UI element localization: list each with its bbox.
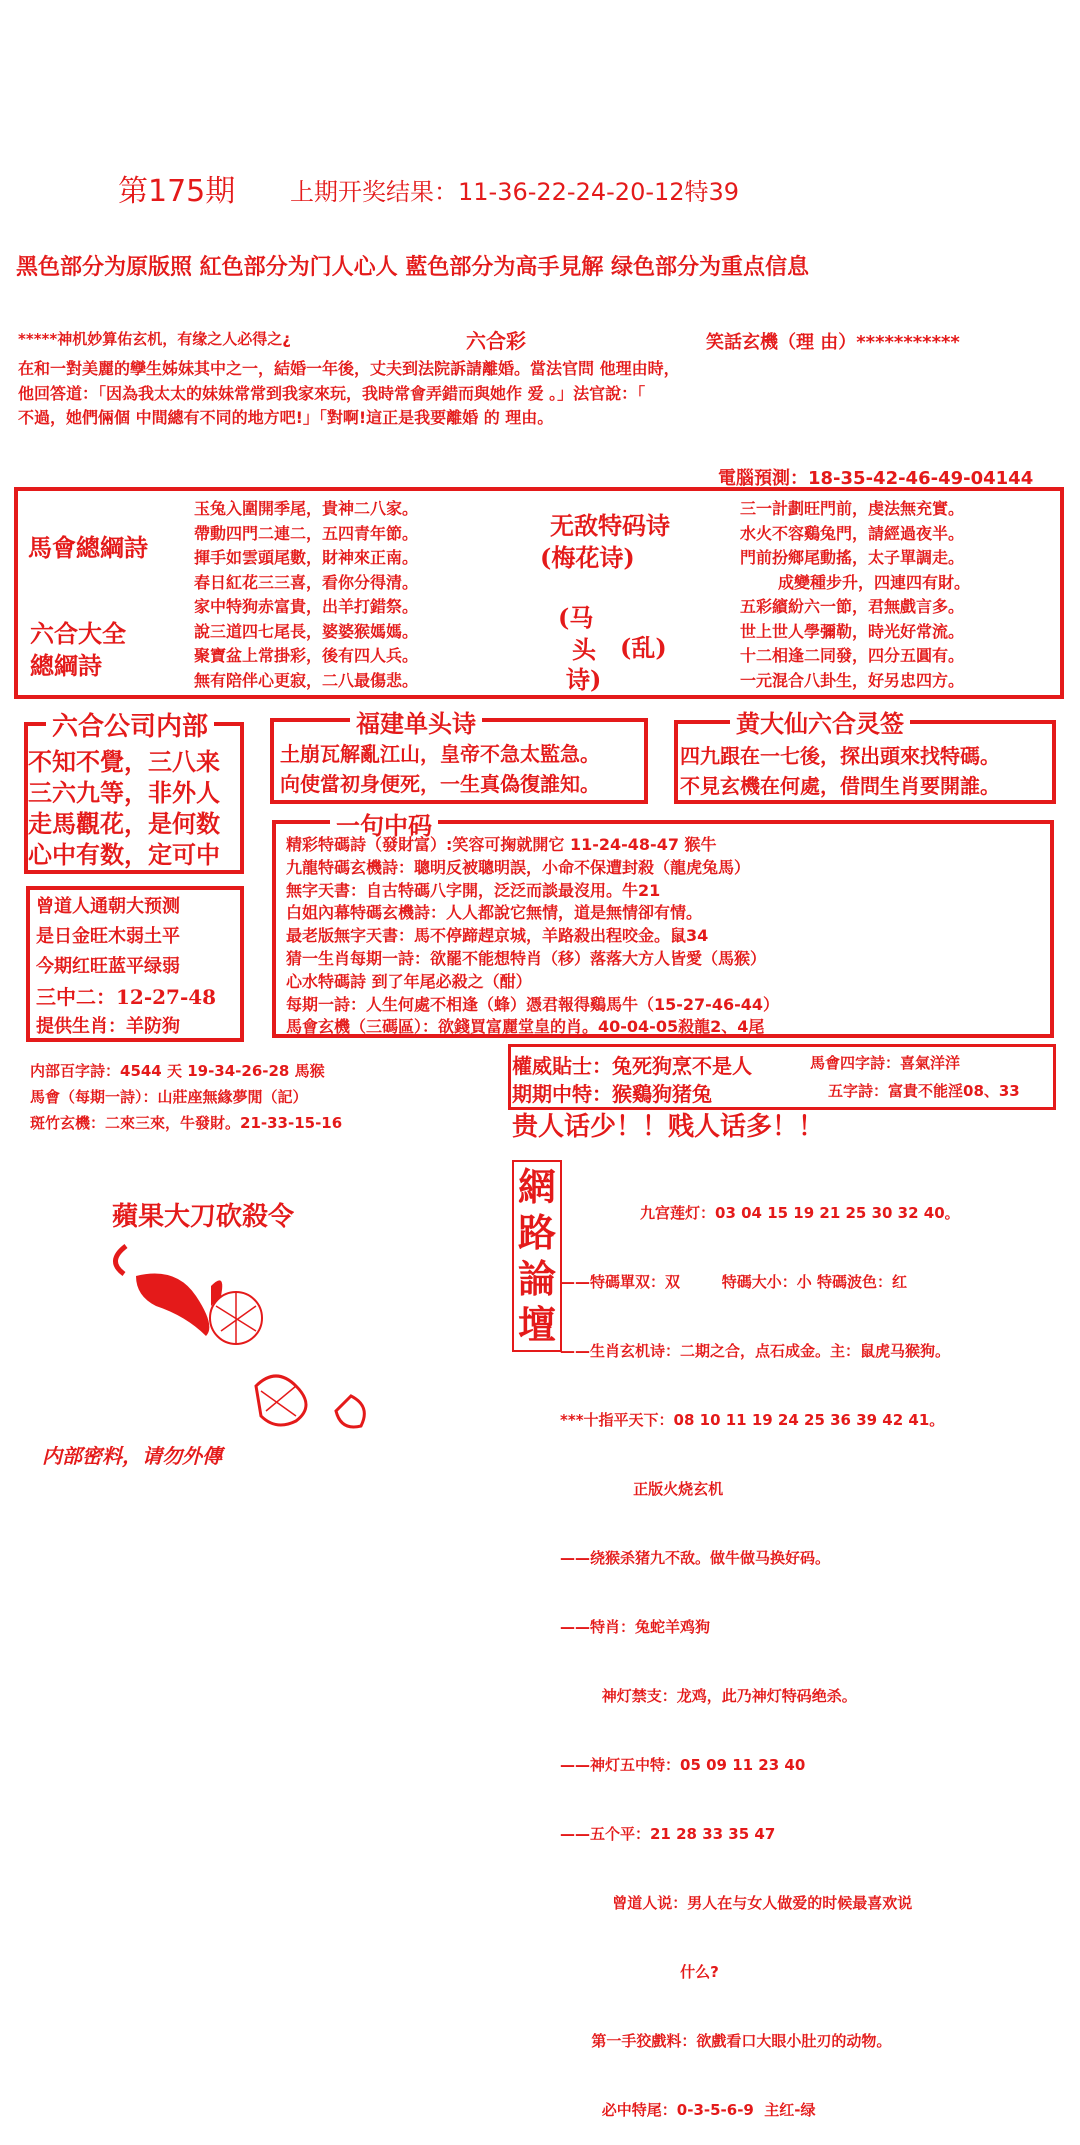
yiju-line: 馬會玄機（三碼區）：欲錢買富麗堂皇的肖。40-04-05殺龍2、4尾: [286, 1017, 765, 1037]
fujian-title: 福建单头诗: [350, 704, 482, 739]
forum-line: 九宫莲灯：03 04 15 19 21 25 30 32 40。: [640, 1204, 960, 1222]
company-title: 六合公司内部: [46, 706, 214, 743]
yiju-line: 精彩特碼詩（發財富）:笑容可掬就開它 11-24-48-47 猴牛: [286, 835, 717, 854]
poem-right-line: 成變種步升，四連四有財。: [778, 572, 971, 592]
poem-left-line: 玉兔入圍開季尾，貴神二八家。: [194, 499, 419, 518]
company-line: 不知不覺，三八来: [28, 747, 220, 776]
joke-title-mid: 六合彩: [466, 329, 526, 353]
yiju-line: 無字天書：自古特碼八字開，泛泛而談最沒用。牛21: [286, 880, 661, 900]
yiju-line: 心水特碼詩 到了年尾必殺之（酣）: [286, 971, 532, 991]
forum-label-char: 壇: [518, 1302, 557, 1347]
forum-lines: [560, 1156, 960, 2145]
fujian-line-2: 向使當初身便死，一生真偽復誰知。: [280, 772, 600, 796]
mid-char-3: (乱): [620, 633, 667, 662]
poem-left-line: 家中特狗赤富貴，出羊打錯祭。: [194, 597, 419, 616]
company-line: 三六九等，非外人: [28, 778, 220, 807]
yiju-line: 白姐內幕特碼玄機詩：人人都說它無情，道是無情卻有情。: [286, 903, 703, 923]
knife-illustration-icon: [96, 1236, 396, 1436]
poem-right-lines: [740, 497, 970, 693]
forum-line: ——神灯五中特：05 09 11 23 40: [560, 1756, 806, 1774]
poem-right-line: 門前扮鄉尾動搖，太子單調走。: [740, 548, 965, 567]
poem-left-line: 聚寶盆上常掛彩，後有四人兵。: [194, 646, 419, 665]
poem-right-line: 世上世人學彌勒，時光好常流。: [740, 621, 965, 641]
huang-line-2: 不見玄機在何處，借問生肖要開誰。: [680, 774, 1000, 798]
yiju-line: 猜一生肖每期一詩：欲罷不能想特肖（移）落落大方人皆愛（馬猴）: [286, 948, 767, 968]
forum-label: [512, 1160, 562, 1352]
forum-line: 神灯禁支：龙鸡，此乃神灯特码绝杀。: [560, 1687, 857, 1705]
poem-right-line: 五彩繽紛六一節，君無戲言多。: [740, 597, 965, 616]
poem-left-line: 說三道四七尾長，婆婆猴媽媽。: [194, 621, 419, 641]
forum-line: 第一手狡戲料：欲戲看口大眼小肚刃的动物。: [560, 2032, 892, 2050]
forum-line: ——生肖玄机诗：二期之合，点石成金。主：鼠虎马猴狗。: [560, 1342, 951, 1360]
mid-title-2: (梅花诗): [540, 543, 635, 572]
lower-left-line-1: 内部百字詩：4544 天 19-34-26-28 馬猴: [30, 1062, 325, 1080]
poem-left-lines: [194, 497, 418, 693]
mid-char-4: 诗): [566, 665, 602, 694]
mid-char-1: (马: [558, 603, 594, 632]
poem-right-line: 水火不容鷄兔門，請經過夜半。: [740, 523, 965, 543]
issue-number: 第175期: [118, 174, 236, 209]
forum-line: ——绕猴杀猪九不敌。做牛做马换好码。: [560, 1549, 831, 1567]
apple-title: 蘋果大刀砍殺令: [112, 1202, 295, 1232]
zeng-line: 今期红旺蓝平绿弱: [36, 956, 180, 977]
forum-line: 正版火烧玄机: [560, 1480, 724, 1498]
company-line: 走馬觀花，是何数: [28, 809, 220, 838]
lower-left-line-2: 馬會（每期一詩）：山莊座無緣夢閒（記）: [30, 1088, 308, 1106]
huang-line-1: 四九跟在一七後，探出頭來找特碼。: [680, 744, 1000, 768]
forum-line: ——特碼單双：双 特碼大小：小 特碼波色：红: [560, 1273, 908, 1291]
poem-label-2a: 六合大全: [30, 619, 126, 648]
slogan: 贵人话少！！贱人话多！！: [512, 1112, 825, 1142]
lower-left-line-3: 斑竹玄機：二來三來，牛發財。21-33-15-16: [30, 1114, 343, 1132]
poem-right-line: 十二相逢二同發，四分五圓有。: [740, 646, 965, 665]
poem-right-line: 三一計劃旺門前，虔法無充實。: [740, 499, 965, 518]
forum-line: ***十指平天下：08 10 11 19 24 25 36 39 42 41。: [560, 1411, 945, 1429]
yiju-line: 每期一詩：人生何處不相逢（蜂）憑君報得鷄馬牛（15-27-46-44）: [286, 994, 779, 1014]
forum-line: 必中特尾：0-3-5-6-9 主红-绿: [560, 2101, 816, 2119]
color-legend: 黑色部分为原版照 紅色部分为门人心人 藍色部分为高手見解 绿色部分为重点信息: [16, 255, 809, 280]
joke-title-right: 笑話玄機（理 由）***********: [706, 332, 960, 353]
yiju-line: 九龍特碼玄機詩：聰明反被聰明誤，小命不保遭封殺（龍虎兔馬）: [286, 857, 751, 877]
zeng-line: 提供生肖：羊防狗: [36, 1016, 180, 1037]
zeng-lines: [36, 892, 216, 1042]
company-lines: [28, 746, 220, 870]
authority-line-2a: 期期中特：猴鷄狗猪兔: [512, 1082, 712, 1106]
authority-line-2b: 五字詩：富貴不能淫08、33: [828, 1082, 1020, 1100]
joke-line-2: 他回答道：「因為我太太的妹妹常常到我家來玩，我時常會弄錯而與她作 爱 。」法官說：「: [18, 384, 646, 403]
mid-title-1: 无敌特码诗: [550, 511, 670, 540]
forum-label-char: 論: [518, 1256, 557, 1301]
joke-line-1: 在和一對美麗的孿生姊妹其中之一，結婚一年後，丈夫到法院訴請離婚。當法官問 他理由時，: [18, 359, 680, 378]
poem-left-line: 無有陪伴心更寂，二八最傷悲。: [194, 670, 419, 690]
forum-line: 曾道人说：男人在与女人做爱的时候最喜欢说: [560, 1894, 913, 1912]
joke-line-3: 不過，她們倆個 中間總有不同的地方吧!」「對啊!這正是我要離婚 的 理由。: [18, 408, 554, 427]
mid-char-2: 头: [572, 635, 596, 664]
zeng-line: 三中二：12-27-48: [36, 985, 217, 1009]
poem-label-1: 馬會總綱詩: [28, 533, 148, 562]
yiju-lines: [286, 834, 779, 1039]
last-result: 上期开奖结果：11-36-22-24-20-12特39: [290, 178, 740, 206]
company-line: 心中有数，定可中: [28, 840, 220, 869]
forum-label-char: 路: [518, 1210, 557, 1255]
forum-line: ——五个平：21 28 33 35 47: [560, 1825, 776, 1843]
yiju-title: 一句中码: [330, 806, 438, 841]
apple-footer: 内部密料，请勿外傳: [42, 1444, 222, 1468]
poem-left-line: 揮手如雲頭尾數，財神來正南。: [194, 548, 419, 567]
huang-title: 黄大仙六合灵签: [730, 704, 910, 739]
poem-left-line: 帶動四門二連二，五四青年節。: [194, 523, 419, 543]
fujian-line-1: 土崩瓦解亂江山，皇帝不急太監急。: [280, 742, 600, 766]
poem-right-line: 一元混合八卦生，好另忠四方。: [740, 670, 965, 690]
poem-left-line: 春日紅花三三喜，看你分得清。: [194, 572, 419, 592]
joke-title-left: *****神机妙算佑玄机，有缘之人必得之¿: [18, 330, 291, 348]
forum-line: ——特肖：兔蛇羊鸡狗: [560, 1618, 711, 1636]
forum-line: 什么?: [560, 1963, 719, 1981]
zeng-title: 曾道人通朝大预测: [36, 896, 180, 917]
computer-prediction: 電腦預測：18-35-42-46-49-04144: [718, 468, 1034, 489]
yiju-line: 最老版無字天書：馬不停蹄趕京城，羊路殺出程咬金。鼠34: [286, 926, 709, 946]
authority-line-1a: 權威貼士：兔死狗烹不是人: [512, 1054, 752, 1078]
poem-label-2b: 總綱詩: [30, 651, 102, 680]
forum-label-char: 網: [518, 1164, 557, 1209]
authority-line-1b: 馬會四字詩：喜氣洋洋: [810, 1054, 961, 1072]
zeng-line: 是日金旺木弱土平: [36, 926, 180, 947]
